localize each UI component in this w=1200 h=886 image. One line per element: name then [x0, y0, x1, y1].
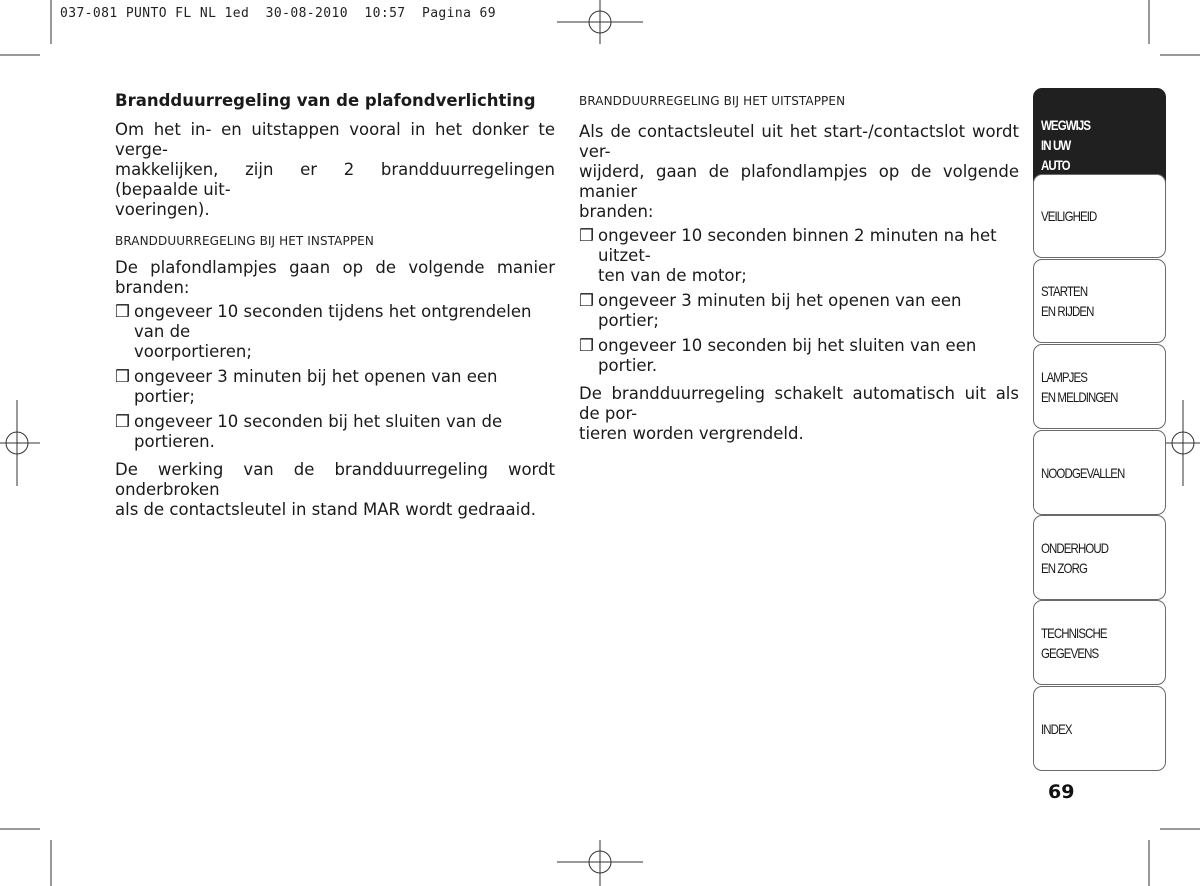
checkbox-bullet-icon: ❒ [115, 412, 130, 431]
closing-paragraph [579, 384, 1019, 444]
text-line: tieren worden vergrendeld. [579, 424, 804, 443]
tab-label: LAMPJES EN MELDINGEN [1041, 368, 1118, 405]
bullet-list [579, 226, 1019, 376]
subheading-instappen: BRANDDUURREGELING BIJ HET INSTAPPEN [115, 234, 374, 248]
bullet-list [115, 302, 555, 452]
checkbox-bullet-icon: ❒ [579, 291, 594, 310]
text-line: De werking van de brandduurregeling wordt onderbroken [115, 460, 555, 499]
text-line: ongeveer 3 minuten bij het openen van een portier; [134, 367, 498, 406]
print-header: 037-081 PUNTO FL NL 1ed 30-08-2010 10:57 Pagina 69 [60, 6, 497, 21]
text-line: als de contactsleutel in stand MAR wordt gedraaid. [115, 500, 536, 519]
tab-label: TECHNISCHE GEGEVENS [1041, 624, 1107, 661]
intro-paragraph [115, 120, 555, 220]
tab-veiligheid[interactable] [1033, 174, 1166, 258]
tab-starten-en-rijden[interactable] [1033, 259, 1166, 343]
checkbox-bullet-icon: ❒ [115, 302, 130, 321]
list-item [579, 336, 1019, 376]
text-line: wijderd, gaan de plafondlampjes op de volgende manier [579, 162, 1019, 201]
text-line: Als de contactsleutel uit het start-/contactslot wordt ver- [579, 122, 1019, 161]
tab-label: ONDERHOUD EN ZORG [1041, 539, 1109, 576]
tab-label: NOODGEVALLEN [1041, 464, 1125, 481]
tab-label: WEGWIJS IN UW AUTO [1041, 116, 1091, 173]
list-item [115, 412, 555, 452]
text-line: ongeveer 10 seconden bij het sluiten van een portier. [598, 336, 977, 375]
list-item [579, 226, 1019, 286]
tab-label: INDEX [1041, 720, 1072, 737]
section-heading: Brandduurregeling van de plafondverlichting [115, 91, 536, 110]
text-line: Om het in- en uitstappen vooral in het donker te verge- [115, 120, 555, 159]
intro-paragraph [579, 122, 1019, 222]
page-number: 69 [1048, 781, 1075, 803]
tab-index[interactable] [1033, 686, 1166, 771]
right-column [579, 88, 1019, 452]
text-line: ongeveer 10 seconden bij het sluiten van de portieren. [134, 412, 503, 451]
closing-paragraph [115, 460, 555, 520]
tab-noodgevallen[interactable] [1033, 430, 1166, 515]
list-item [115, 367, 555, 407]
text-line: branden: [579, 202, 654, 221]
text-line: voorportieren; [134, 342, 252, 361]
text-line: makkelijken, zijn er 2 brandduurregelingen (bepaalde uit- [115, 160, 555, 199]
text-line: ongeveer 3 minuten bij het openen van een portier; [598, 291, 962, 330]
subheading-uitstappen: BRANDDUURREGELING BIJ HET UITSTAPPEN [579, 94, 846, 108]
lead-paragraph: De plafondlampjes gaan op de volgende manier branden: [115, 258, 555, 297]
list-item [115, 302, 555, 362]
tab-onderhoud-en-zorg[interactable] [1033, 515, 1166, 600]
text-line: voeringen). [115, 200, 210, 219]
tab-label: VEILIGHEID [1041, 208, 1097, 224]
checkbox-bullet-icon: ❒ [579, 336, 594, 355]
text-line: De brandduurregeling schakelt automatisch uit als de por- [579, 384, 1019, 423]
text-line: ten van de motor; [598, 266, 747, 285]
text-line: ongeveer 10 seconden tijdens het ontgrendelen van de [134, 302, 532, 341]
tab-label: STARTEN EN RIJDEN [1041, 283, 1094, 319]
tab-technische-gegevens[interactable] [1033, 600, 1166, 685]
left-column [115, 88, 555, 528]
checkbox-bullet-icon: ❒ [115, 367, 130, 386]
tab-lampjes-en-meldingen[interactable] [1033, 344, 1166, 429]
checkbox-bullet-icon: ❒ [579, 226, 594, 245]
text-line: ongeveer 10 seconden binnen 2 minuten na het uitzet- [598, 226, 997, 265]
list-item [579, 291, 1019, 331]
